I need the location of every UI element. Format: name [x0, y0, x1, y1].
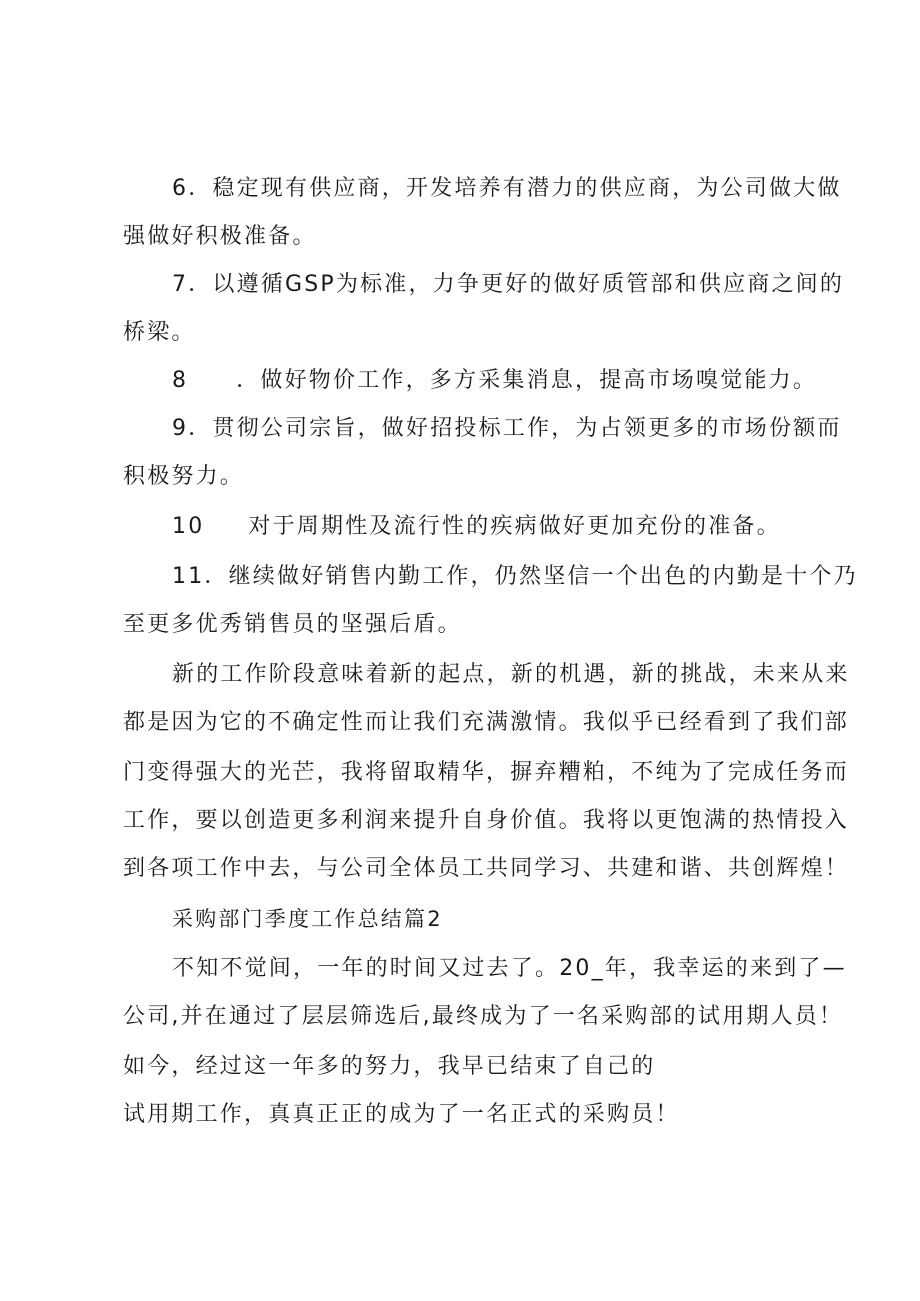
item-8: [172, 366, 817, 396]
section-2-line-2: 公司,并在通过了层层筛选后,最终成为了一名采购部的试用期人员！: [123, 1004, 844, 1029]
item-11-line-2: 至更多优秀销售员的坚强后盾。: [123, 612, 462, 637]
closing-paragraph-line-3: 门变得强大的光芒，我将留取精华，摒弃糟粕，不纯为了完成任务而: [123, 760, 850, 785]
item-6-line-1: 6．稳定现有供应商，开发培养有潜力的供应商，为公司做大做: [172, 176, 842, 201]
item-10-number: 10: [172, 514, 205, 539]
item-10-text: 对于周期性及流行性的疾病做好更加充份的准备。: [248, 514, 781, 539]
section-title: 采购部门季度工作总结篇2: [172, 907, 443, 931]
closing-paragraph-line-1: 新的工作阶段意味着新的起点，新的机遇，新的挑战，未来从来: [172, 662, 850, 687]
item-6-line-2: 强做好积极准备。: [123, 224, 317, 249]
item-9-line-1: 9．贯彻公司宗旨，做好招投标工作，为占领更多的市场份额而: [172, 416, 842, 441]
item-8-number: 8: [172, 368, 189, 393]
item-11-line-1: 11．继续做好销售内勤工作，仍然坚信一个出色的内勤是十个乃: [172, 564, 858, 589]
closing-paragraph-line-2: 都是因为它的不确定性而让我们充满激情。我似乎已经看到了我们部: [123, 710, 850, 735]
section-2-line-3: 如今，经过这一年多的努力，我早已结束了自己的: [123, 1054, 656, 1079]
item-7-line-2: 桥梁。: [123, 320, 196, 345]
section-2-line-1: 不知不觉间，一年的时间又过去了。20_年，我幸运的来到了—: [172, 956, 847, 981]
item-7-line-1: 7．以遵循GSP为标准，力争更好的做好质管部和供应商之间的: [172, 272, 845, 297]
closing-paragraph-line-4: 工作，要以创造更多利润来提升自身价值。我将以更饱满的热情投入: [123, 808, 850, 833]
item-10: [172, 512, 781, 542]
section-2-line-4: 试用期工作，真真正正的成为了一名正式的采购员！: [123, 1102, 680, 1127]
item-9-line-2: 积极努力。: [123, 464, 245, 489]
item-8-text: ．做好物价工作，多方采集消息，提高市场嗅觉能力。: [236, 368, 818, 393]
closing-paragraph-line-5: 到各项工作中去，与公司全体员工共同学习、共建和谐、共创辉煌！: [123, 856, 850, 881]
